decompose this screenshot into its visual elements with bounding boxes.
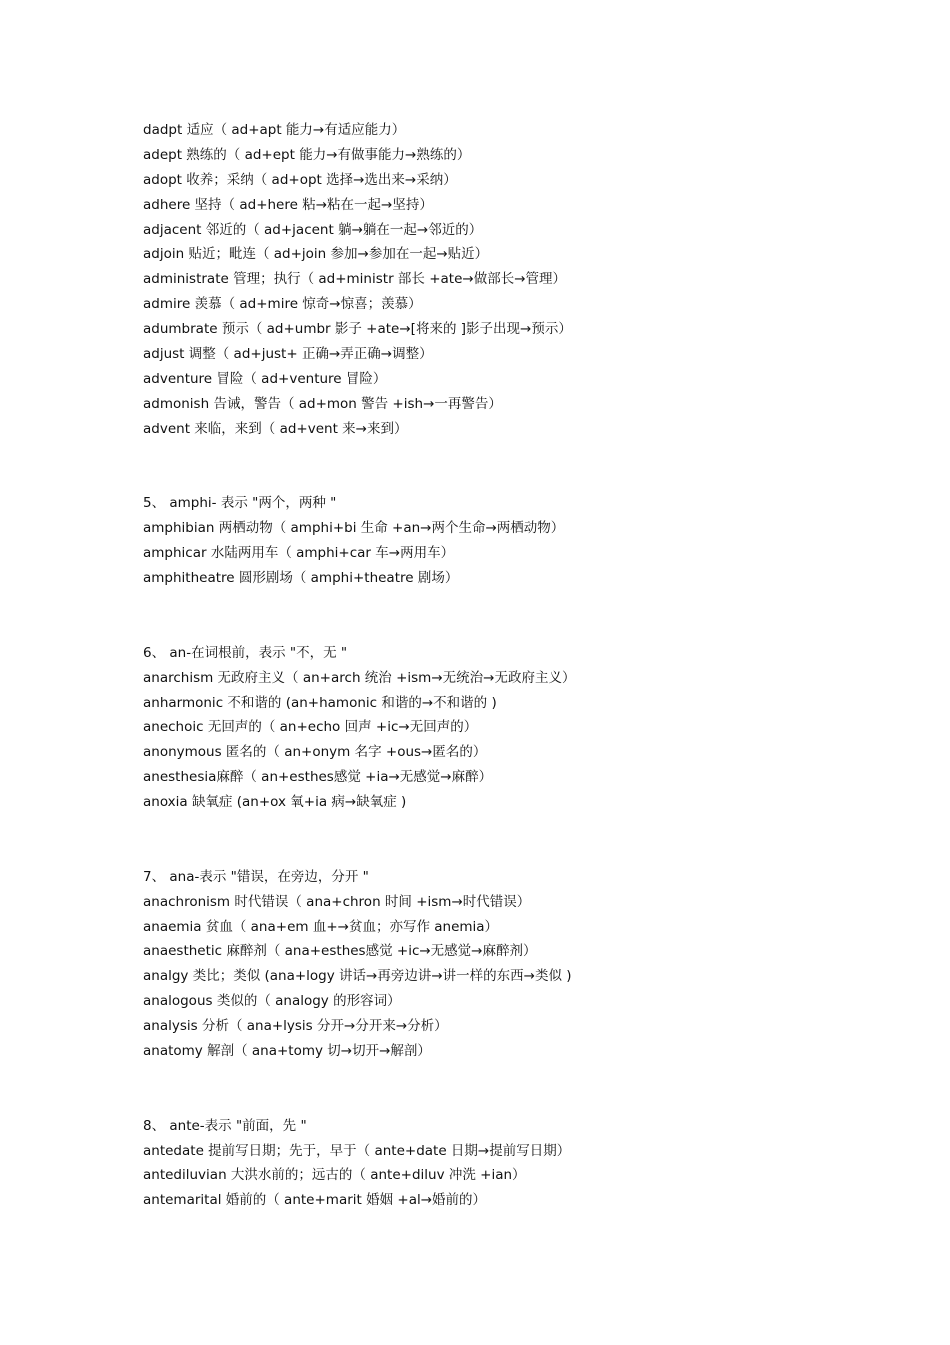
section-ad: [143, 118, 843, 442]
section-gap: [143, 442, 843, 492]
entry-line: anesthesia麻醉（ an+esthes感觉 +ia→无感觉→麻醉）: [143, 769, 493, 786]
section-heading: 8、 ante-表示 "前面，先 ": [143, 1117, 307, 1134]
section-ana: [143, 865, 843, 1064]
entry-line: amphitheatre 圆形剧场（ amphi+theatre 剧场）: [143, 570, 459, 587]
section-gap: [143, 591, 843, 641]
section-heading: 5、 amphi- 表示 "两个，两种 ": [143, 495, 337, 512]
entry-line: anaesthetic 麻醉剂（ ana+esthes感觉 +ic→无感觉→麻醉剂）: [143, 943, 537, 960]
entry-line: adhere 坚持（ ad+here 粘→粘在一起→坚持）: [143, 196, 433, 213]
entry-line: antedate 提前写日期；先于，早于（ ante+date 日期→提前写日期）: [143, 1142, 571, 1159]
entry-line: antemarital 婚前的（ ante+marit 婚姻 +al→婚前的）: [143, 1192, 487, 1209]
entry-line: anachronism 时代错误（ ana+chron 时间 +ism→时代错误）: [143, 893, 531, 910]
entry-line: anechoic 无回声的（ an+echo 回声 +ic→无回声的）: [143, 719, 478, 736]
entry-line: anoxia 缺氧症 (an+ox 氧+ia 病→缺氧症 ): [143, 794, 407, 811]
entry-line: admire 羡慕（ ad+mire 惊奇→惊喜；羡慕）: [143, 296, 422, 313]
entry-line: analysis 分析（ ana+lysis 分开→分开来→分析）: [143, 1018, 448, 1035]
entry-line: amphibian 两栖动物（ amphi+bi 生命 +an→两个生命→两栖动物）: [143, 520, 565, 537]
entry-line: analogous 类似的（ analogy 的形容词）: [143, 993, 401, 1010]
entry-line: adjacent 邻近的（ ad+jacent 躺→躺在一起→邻近的）: [143, 221, 483, 238]
entry-line: anharmonic 不和谐的 (an+hamonic 和谐的→不和谐的 ): [143, 694, 497, 711]
entry-line: analgy 类比；类似 (ana+logy 讲话→再旁边讲→讲一样的东西→类似 ): [143, 968, 572, 985]
section-heading: 6、 an-在词根前，表示 "不，无 ": [143, 644, 348, 661]
section-an: [143, 641, 843, 815]
entry-line: adopt 收养；采纳（ ad+opt 选择→选出来→采纳）: [143, 171, 457, 188]
entry-line: admonish 告诫，警告（ ad+mon 警告 +ish→一再警告）: [143, 395, 502, 412]
entry-line: adept 熟练的（ ad+ept 能力→有做事能力→熟练的）: [143, 146, 471, 163]
entry-line: anonymous 匿名的（ an+onym 名字 +ous→匿名的）: [143, 744, 487, 761]
section-gap: [143, 815, 843, 865]
entry-line: advent 来临，来到（ ad+vent 来→来到）: [143, 420, 408, 437]
entry-line: anatomy 解剖（ ana+tomy 切→切开→解剖）: [143, 1043, 431, 1059]
entry-line: administrate 管理；执行（ ad+ministr 部长 +ate→做部长→管理）: [143, 271, 567, 288]
entry-line: anaemia 贫血（ ana+em 血+→贫血；亦写作 anemia）: [143, 918, 499, 935]
section-heading: 7、 ana-表示 "错误，在旁边，分开 ": [143, 868, 369, 885]
entry-line: antediluvian 大洪水前的；远古的（ ante+diluv 冲洗 +ian）: [143, 1167, 526, 1184]
entry-line: amphicar 水陆两用车（ amphi+car 车→两用车）: [143, 545, 455, 562]
entry-line: dadpt 适应（ ad+apt 能力→有适应能力）: [143, 122, 406, 138]
document-page: [143, 118, 843, 1213]
entry-line: anarchism 无政府主义（ an+arch 统治 +ism→无统治→无政府主义）: [143, 669, 576, 686]
entry-line: adventure 冒险（ ad+venture 冒险）: [143, 370, 387, 387]
section-ante: [143, 1114, 843, 1214]
entry-line: adumbrate 预示（ ad+umbr 影子 +ate→[将来的 ]影子出现→预示）: [143, 321, 572, 338]
entry-line: adjust 调整（ ad+just+ 正确→弄正确→调整）: [143, 346, 433, 363]
section-gap: [143, 1064, 843, 1114]
entry-line: adjoin 贴近；毗连（ ad+join 参加→参加在一起→贴近）: [143, 246, 489, 263]
section-amphi: [143, 491, 843, 591]
